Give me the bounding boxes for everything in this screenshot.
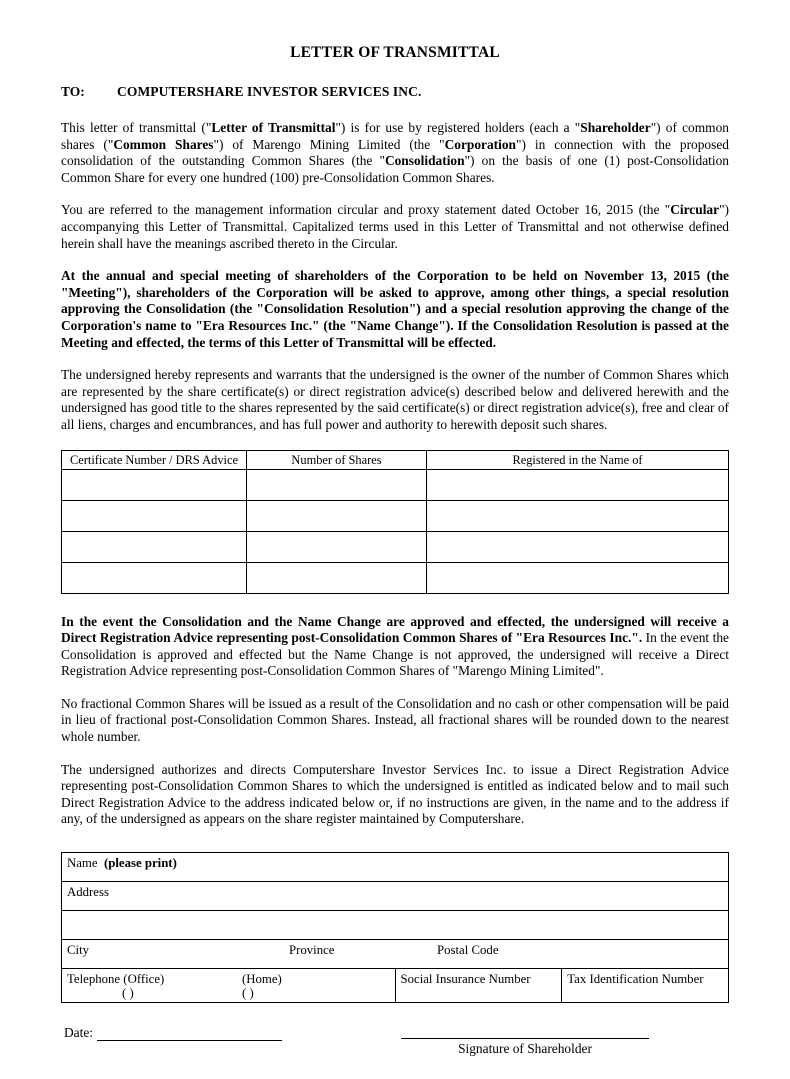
p2-seg-a: You are referred to the management information circular and proxy statement dated October 16, 2015 (the " [61,202,671,218]
column-header-registered-name: Registered in the Name of [427,450,729,469]
paragraph-definitions [61,120,729,186]
p1-seg-g: ") of Marengo Mining Limited (the " [213,136,445,152]
postal-code-label: Postal Code [437,943,499,958]
table-row [62,500,729,531]
term-circular: Circular [670,202,720,218]
p2-seg-c: ") accompanying this Letter of Transmittal. Capitalized terms used in this Letter of Transmittal and not otherwise defined herein shall have the meanings ascribed thereto in the Circular. [61,202,729,251]
p1-seg-k: ") on the basis of one (1) post-Consolidation Common Share for every one hundred (100) pre-Consolidation Common Shares. [61,153,729,185]
cell-registered-name[interactable] [427,562,729,593]
form-row-name [62,853,729,882]
form-row-address-line2 [62,911,729,940]
term-common-shares: Common Shares [113,136,214,152]
p1-seg-a: This letter of transmittal (" [61,120,212,135]
p5-bold-segment: In the event the Consolidation and the Name Change are approved and effected, the undersigned will receive a Direct Registration Advice representing post-Consolidation Common Shares of "Era Resources Inc.". [61,613,729,646]
column-header-certificate-number: Certificate Number / DRS Advice [62,450,247,469]
form-row-telephone-ids [62,969,729,1003]
recipient-line [61,84,729,100]
table-row [62,469,729,500]
paragraph-name-change-outcome [61,614,729,680]
date-label: Date: [64,1025,93,1041]
name-label: Name [67,856,98,871]
tax-identification-label: Tax Identification Number [567,972,704,987]
paragraph-representation-warranty: The undersigned hereby represents and warrants that the undersigned is the owner of the number of Common Shares which are represented by the share certificate(s) or direct registration advice(s) described below and delivered herewith and the undersigned has good title to the shares represented by the said certificate(s) or direct registration advice(s), free and clear of all liens, charges and encumbrances, and has full power and authority to herewith deposit such shares. [61,367,729,432]
telephone-home-paren: ( ) [242,986,254,1001]
province-label: Province [289,943,335,958]
paragraph-circular-reference [61,202,729,252]
paragraph-fractional-shares: No fractional Common Shares will be issued as a result of the Consolidation and no cash or other compensation will be paid in lieu of fractional post-Consolidation Common Shares. Instead, all fractional shares will be rounded down to the nearest whole number. [61,695,729,745]
cell-number-of-shares[interactable] [247,531,427,562]
cell-certificate-number[interactable] [62,531,247,562]
table-row [62,531,729,562]
cell-registered-name[interactable] [427,531,729,562]
holder-details-form [61,852,729,1003]
date-group [64,1025,282,1041]
social-insurance-field[interactable] [395,969,562,1003]
cell-number-of-shares[interactable] [247,469,427,500]
term-shareholder: Shareholder [580,120,651,135]
signature-group [401,1025,649,1057]
address-line2-field[interactable] [62,911,729,940]
cell-certificate-number[interactable] [62,469,247,500]
certificate-table [61,450,729,594]
form-row-address [62,882,729,911]
address-label: Address [67,885,109,900]
tax-identification-field[interactable] [562,969,729,1003]
p1-seg-c: ") is for use by registered holders (each a " [335,120,581,135]
page-title: LETTER OF TRANSMITTAL [290,44,500,61]
paragraph-authorization: The undersigned authorizes and directs Computershare Investor Services Inc. to issue a Direct Registration Advice representing post-Consolidation Common Shares to which the undersigned is entitled as indicated below and to mail such Direct Registration Advice to the address indicated below or, if no instructions are given, in the name and to the address if any, of the undersigned as appears on the share register maintained by Computershare. [61,761,729,827]
name-hint: (please print) [103,856,177,871]
city-province-postal-labels [67,943,728,968]
city-province-postal-field[interactable] [62,940,729,969]
term-consolidation: Consolidation [384,153,465,169]
city-label: City [67,943,90,958]
social-insurance-label: Social Insurance Number [400,972,531,987]
telephone-home-label: (Home) [242,972,282,987]
signature-area [61,1025,729,1079]
p1-seg-i: ") in connection with the proposed consolidation of the outstanding Common Shares (the " [61,136,729,169]
recipient-label: TO: [61,84,85,99]
p5-regular-segment: In the event the Consolidation is approved and effected but the Name Change is not approved, the undersigned will receive a Direct Registration Advice representing post-Consolidation Common Shares of "Marengo Mining Limited". [61,630,730,679]
cell-registered-name[interactable] [427,469,729,500]
signature-caption: Signature of Shareholder [458,1041,592,1057]
telephone-office-paren: ( ) [122,986,134,1001]
telephone-office-label: Telephone (Office) [67,972,165,987]
term-letter-of-transmittal: Letter of Transmittal [211,120,336,135]
cell-registered-name[interactable] [427,500,729,531]
cell-certificate-number[interactable] [62,500,247,531]
name-field[interactable] [62,853,729,882]
table-row [62,562,729,593]
cell-number-of-shares[interactable] [247,500,427,531]
telephone-field[interactable] [62,969,396,1003]
p1-seg-e: ") of common shares (" [61,120,729,152]
form-row-city-province-postal [62,940,729,969]
paragraph-meeting-resolutions: At the annual and special meeting of shareholders of the Corporation to be held on November 13, 2015 (the "Meeting"), shareholders of the Corporation will be asked to approve, among other things, a special resolution approving the Consolidation (the "Consolidation Resolution") and a special resolution approving the change of the Corporation's name to "Era Resources Inc." (the "Name Change"). If the Consolidation Resolution is passed at the Meeting and effected, the terms of this Letter of Transmittal will be effected. [61,268,729,350]
signature-input-line[interactable] [401,1025,649,1039]
term-corporation: Corporation [444,136,516,152]
table-header-row [62,450,729,469]
date-input-line[interactable] [97,1027,282,1041]
cell-number-of-shares[interactable] [247,562,427,593]
address-field[interactable] [62,882,729,911]
column-header-number-of-shares: Number of Shares [247,450,427,469]
recipient-name: COMPUTERSHARE INVESTOR SERVICES INC. [117,84,422,99]
cell-certificate-number[interactable] [62,562,247,593]
telephone-labels [67,972,395,1002]
